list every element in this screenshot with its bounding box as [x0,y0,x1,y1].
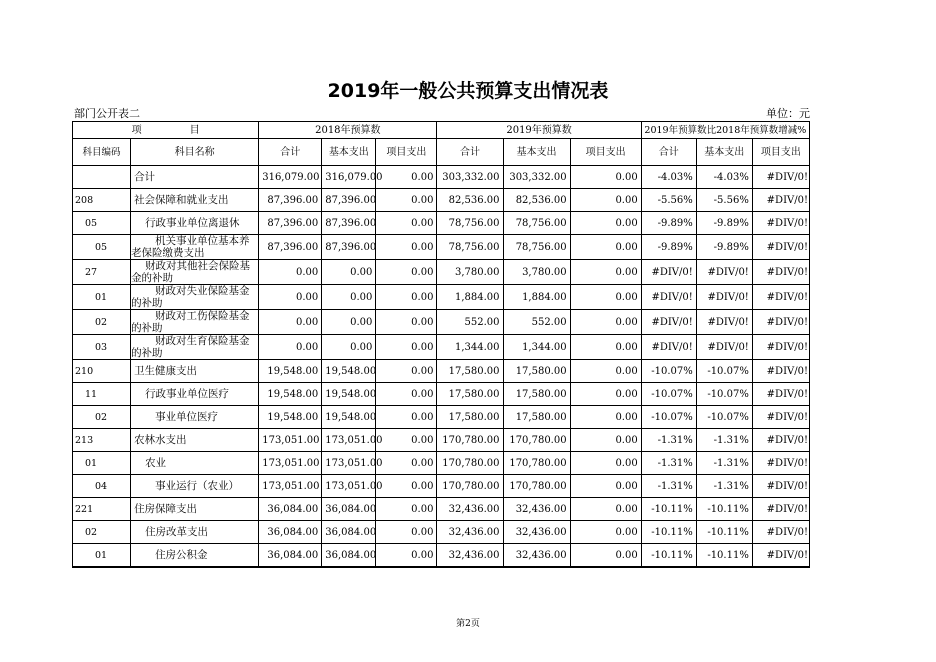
cell-change-total: #DIV/0! [641,285,696,310]
cell-2018-basic: 316,079.00 [322,166,376,189]
cell-2018-project: 0.00 [376,360,437,383]
cell-change-project: #DIV/0! [752,360,809,383]
cell-change-project: #DIV/0! [752,285,809,310]
page-title: 2019年一般公共预算支出情况表 [327,80,609,102]
cell-name: 事业单位医疗 [131,406,259,429]
cell-2019-basic: 1,344.00 [503,335,570,360]
cell-name: 合计 [131,166,259,189]
cell-2019-total: 17,580.00 [437,406,503,429]
header-2019-basic: 基本支出 [503,139,570,166]
cell-2019-project: 0.00 [570,452,641,475]
cell-2019-project: 0.00 [570,212,641,235]
table-row [73,212,810,235]
cell-2019-basic: 32,436.00 [503,498,570,521]
cell-change-basic: #DIV/0! [696,335,752,360]
cell-2018-total: 36,084.00 [259,521,322,544]
cell-code: 02 [73,310,131,335]
cell-2019-project: 0.00 [570,335,641,360]
cell-2019-basic: 32,436.00 [503,521,570,544]
cell-2018-project: 0.00 [376,212,437,235]
table-id-label: 部门公开表二 [74,107,140,120]
header-2018-basic: 基本支出 [322,139,376,166]
cell-name: 事业运行（农业） [131,475,259,498]
cell-2019-total: 170,780.00 [437,475,503,498]
header-group-2018: 2018年预算数 [259,122,437,139]
cell-2019-project: 0.00 [570,310,641,335]
cell-change-project: #DIV/0! [752,406,809,429]
cell-change-basic: #DIV/0! [696,310,752,335]
table-row [73,521,810,544]
cell-code: 210 [73,360,131,383]
cell-2019-total: 1,344.00 [437,335,503,360]
cell-2018-basic: 87,396.00 [322,235,376,260]
cell-change-project: #DIV/0! [752,498,809,521]
cell-change-total: #DIV/0! [641,335,696,360]
table-row [73,452,810,475]
cell-code: 213 [73,429,131,452]
cell-name: 住房保障支出 [131,498,259,521]
cell-2018-project: 0.00 [376,406,437,429]
cell-code: 02 [73,406,131,429]
cell-2018-total: 87,396.00 [259,235,322,260]
table-row [73,498,810,521]
cell-2018-project: 0.00 [376,429,437,452]
cell-name: 社会保障和就业支出 [131,189,259,212]
cell-2019-basic: 78,756.00 [503,235,570,260]
cell-2018-basic: 36,084.00 [322,498,376,521]
cell-code: 01 [73,544,131,568]
header-item-cell [73,122,259,139]
cell-2018-total: 0.00 [259,285,322,310]
cell-2018-total: 19,548.00 [259,383,322,406]
cell-name: 农林水支出 [131,429,259,452]
cell-code [73,166,131,189]
cell-2019-basic: 170,780.00 [503,475,570,498]
cell-code: 27 [73,260,131,285]
cell-2018-project: 0.00 [376,189,437,212]
cell-2019-project: 0.00 [570,285,641,310]
table-row [73,335,810,360]
cell-change-project: #DIV/0! [752,166,809,189]
cell-name: 行政事业单位离退休 [131,212,259,235]
cell-2019-total: 17,580.00 [437,383,503,406]
cell-2018-basic: 19,548.00 [322,383,376,406]
cell-code: 05 [73,235,131,260]
table-row [73,429,810,452]
cell-name: 农业 [131,452,259,475]
cell-code: 02 [73,521,131,544]
cell-2018-total: 0.00 [259,335,322,360]
cell-change-total: -10.11% [641,544,696,568]
cell-change-total: -1.31% [641,475,696,498]
table-row [73,544,810,568]
cell-2018-total: 173,051.00 [259,475,322,498]
cell-name: 住房公积金 [131,544,259,568]
cell-2018-total: 0.00 [259,260,322,285]
cell-name: 财政对失业保险基金的补助 [131,285,259,310]
cell-2019-basic: 170,780.00 [503,429,570,452]
cell-2018-basic: 0.00 [322,260,376,285]
header-change-basic: 基本支出 [696,139,752,166]
cell-2018-project: 0.00 [376,166,437,189]
cell-2019-basic: 552.00 [503,310,570,335]
cell-2018-basic: 87,396.00 [322,189,376,212]
cell-change-basic: #DIV/0! [696,260,752,285]
cell-change-total: -10.07% [641,406,696,429]
cell-change-basic: -10.11% [696,498,752,521]
header-2018-total: 合计 [259,139,322,166]
cell-2019-project: 0.00 [570,429,641,452]
cell-change-total: -5.56% [641,189,696,212]
cell-2018-project: 0.00 [376,521,437,544]
cell-2018-project: 0.00 [376,335,437,360]
cell-change-total: -10.07% [641,360,696,383]
cell-change-basic: -10.07% [696,406,752,429]
cell-2018-total: 19,548.00 [259,360,322,383]
cell-2019-total: 82,536.00 [437,189,503,212]
cell-2019-total: 170,780.00 [437,429,503,452]
cell-2018-total: 173,051.00 [259,429,322,452]
cell-code: 05 [73,212,131,235]
cell-change-total: -1.31% [641,452,696,475]
header-code: 科目编码 [73,139,131,166]
cell-2019-project: 0.00 [570,498,641,521]
cell-change-basic: -10.11% [696,544,752,568]
cell-2019-project: 0.00 [570,189,641,212]
cell-2019-project: 0.00 [570,475,641,498]
cell-change-project: #DIV/0! [752,260,809,285]
cell-code: 11 [73,383,131,406]
cell-2018-basic: 87,396.00 [322,212,376,235]
cell-2019-project: 0.00 [570,166,641,189]
cell-change-basic: -10.07% [696,360,752,383]
cell-2018-project: 0.00 [376,285,437,310]
table-row [73,260,810,285]
header-change-project: 项目支出 [752,139,809,166]
cell-change-project: #DIV/0! [752,452,809,475]
cell-name: 机关事业单位基本养老保险缴费支出 [131,235,259,260]
table-row [73,235,810,260]
cell-2018-basic: 173,051.00 [322,429,376,452]
table-row [73,166,810,189]
header-2018-project: 项目支出 [376,139,437,166]
table-row [73,360,810,383]
budget-table [72,121,810,568]
cell-2019-total: 303,332.00 [437,166,503,189]
cell-2018-basic: 0.00 [322,285,376,310]
cell-2018-basic: 19,548.00 [322,406,376,429]
cell-2018-basic: 36,084.00 [322,544,376,568]
table-row [73,189,810,212]
cell-change-project: #DIV/0! [752,429,809,452]
cell-change-project: #DIV/0! [752,544,809,568]
cell-code: 208 [73,189,131,212]
cell-2018-total: 173,051.00 [259,452,322,475]
header-row-groups [73,122,810,139]
cell-change-project: #DIV/0! [752,212,809,235]
cell-2019-total: 1,884.00 [437,285,503,310]
cell-change-total: -10.11% [641,498,696,521]
cell-change-total: -4.03% [641,166,696,189]
cell-2019-basic: 17,580.00 [503,360,570,383]
cell-2018-project: 0.00 [376,310,437,335]
cell-2018-total: 316,079.00 [259,166,322,189]
cell-change-project: #DIV/0! [752,475,809,498]
cell-change-project: #DIV/0! [752,235,809,260]
header-2019-project: 项目支出 [570,139,641,166]
cell-2019-total: 170,780.00 [437,452,503,475]
cell-2018-project: 0.00 [376,544,437,568]
cell-change-total: -10.11% [641,521,696,544]
cell-change-total: #DIV/0! [641,310,696,335]
cell-2019-project: 0.00 [570,260,641,285]
cell-change-basic: -1.31% [696,429,752,452]
cell-change-basic: #DIV/0! [696,285,752,310]
cell-2018-basic: 173,051.00 [322,452,376,475]
cell-2019-basic: 78,756.00 [503,212,570,235]
cell-2019-basic: 303,332.00 [503,166,570,189]
cell-2019-total: 32,436.00 [437,521,503,544]
cell-change-project: #DIV/0! [752,310,809,335]
cell-change-basic: -9.89% [696,212,752,235]
cell-2019-project: 0.00 [570,383,641,406]
cell-2019-basic: 3,780.00 [503,260,570,285]
header-change-total: 合计 [641,139,696,166]
cell-change-basic: -1.31% [696,475,752,498]
cell-2019-total: 32,436.00 [437,544,503,568]
cell-2019-project: 0.00 [570,360,641,383]
header-2019-total: 合计 [437,139,503,166]
cell-2018-total: 87,396.00 [259,212,322,235]
cell-change-total: #DIV/0! [641,260,696,285]
cell-2018-project: 0.00 [376,235,437,260]
cell-code: 03 [73,335,131,360]
cell-name: 卫生健康支出 [131,360,259,383]
cell-2018-basic: 0.00 [322,335,376,360]
cell-2018-total: 0.00 [259,310,322,335]
cell-2019-basic: 170,780.00 [503,452,570,475]
header-row-columns [73,139,810,166]
cell-name: 财政对工伤保险基金的补助 [131,310,259,335]
table-row [73,406,810,429]
cell-code: 221 [73,498,131,521]
cell-2018-project: 0.00 [376,498,437,521]
cell-name: 住房改革支出 [131,521,259,544]
cell-2018-total: 36,084.00 [259,498,322,521]
cell-2019-project: 0.00 [570,544,641,568]
header-item-right: 目 [189,124,200,136]
cell-2019-basic: 32,436.00 [503,544,570,568]
table-row [73,285,810,310]
cell-2018-project: 0.00 [376,260,437,285]
cell-change-total: -9.89% [641,212,696,235]
cell-2018-total: 36,084.00 [259,544,322,568]
header-group-change: 2019年预算数比2018年预算数增减% [641,122,809,139]
cell-change-basic: -4.03% [696,166,752,189]
cell-2019-basic: 17,580.00 [503,383,570,406]
cell-2018-basic: 173,051.00 [322,475,376,498]
cell-change-basic: -10.11% [696,521,752,544]
cell-change-basic: -10.07% [696,383,752,406]
cell-2019-project: 0.00 [570,235,641,260]
cell-change-basic: -1.31% [696,452,752,475]
cell-2018-total: 87,396.00 [259,189,322,212]
table-row [73,383,810,406]
cell-2019-total: 3,780.00 [437,260,503,285]
cell-2019-total: 78,756.00 [437,235,503,260]
cell-2019-total: 78,756.00 [437,212,503,235]
cell-2018-basic: 36,084.00 [322,521,376,544]
page-number: 第2页 [456,619,480,629]
cell-2019-project: 0.00 [570,521,641,544]
cell-change-basic: -9.89% [696,235,752,260]
cell-2019-total: 17,580.00 [437,360,503,383]
table-row [73,475,810,498]
cell-code: 01 [73,285,131,310]
cell-code: 04 [73,475,131,498]
cell-2019-basic: 17,580.00 [503,406,570,429]
cell-change-project: #DIV/0! [752,335,809,360]
cell-name: 财政对生育保险基金的补助 [131,335,259,360]
cell-2019-total: 552.00 [437,310,503,335]
cell-change-project: #DIV/0! [752,521,809,544]
unit-label: 单位：元 [766,107,810,120]
cell-change-total: -10.07% [641,383,696,406]
cell-2019-total: 32,436.00 [437,498,503,521]
cell-2018-basic: 0.00 [322,310,376,335]
cell-change-total: -9.89% [641,235,696,260]
cell-2019-basic: 82,536.00 [503,189,570,212]
cell-change-basic: -5.56% [696,189,752,212]
header-item-left: 项 [131,124,142,136]
cell-name: 财政对其他社会保险基金的补助 [131,260,259,285]
cell-code: 01 [73,452,131,475]
cell-change-total: -1.31% [641,429,696,452]
cell-change-project: #DIV/0! [752,383,809,406]
header-name: 科目名称 [131,139,259,166]
header-group-2019: 2019年预算数 [437,122,641,139]
cell-2018-total: 19,548.00 [259,406,322,429]
cell-2018-basic: 19,548.00 [322,360,376,383]
table-row [73,310,810,335]
cell-name: 行政事业单位医疗 [131,383,259,406]
cell-2018-project: 0.00 [376,452,437,475]
cell-2018-project: 0.00 [376,475,437,498]
cell-2019-project: 0.00 [570,406,641,429]
cell-2018-project: 0.00 [376,383,437,406]
cell-2019-basic: 1,884.00 [503,285,570,310]
cell-change-project: #DIV/0! [752,189,809,212]
